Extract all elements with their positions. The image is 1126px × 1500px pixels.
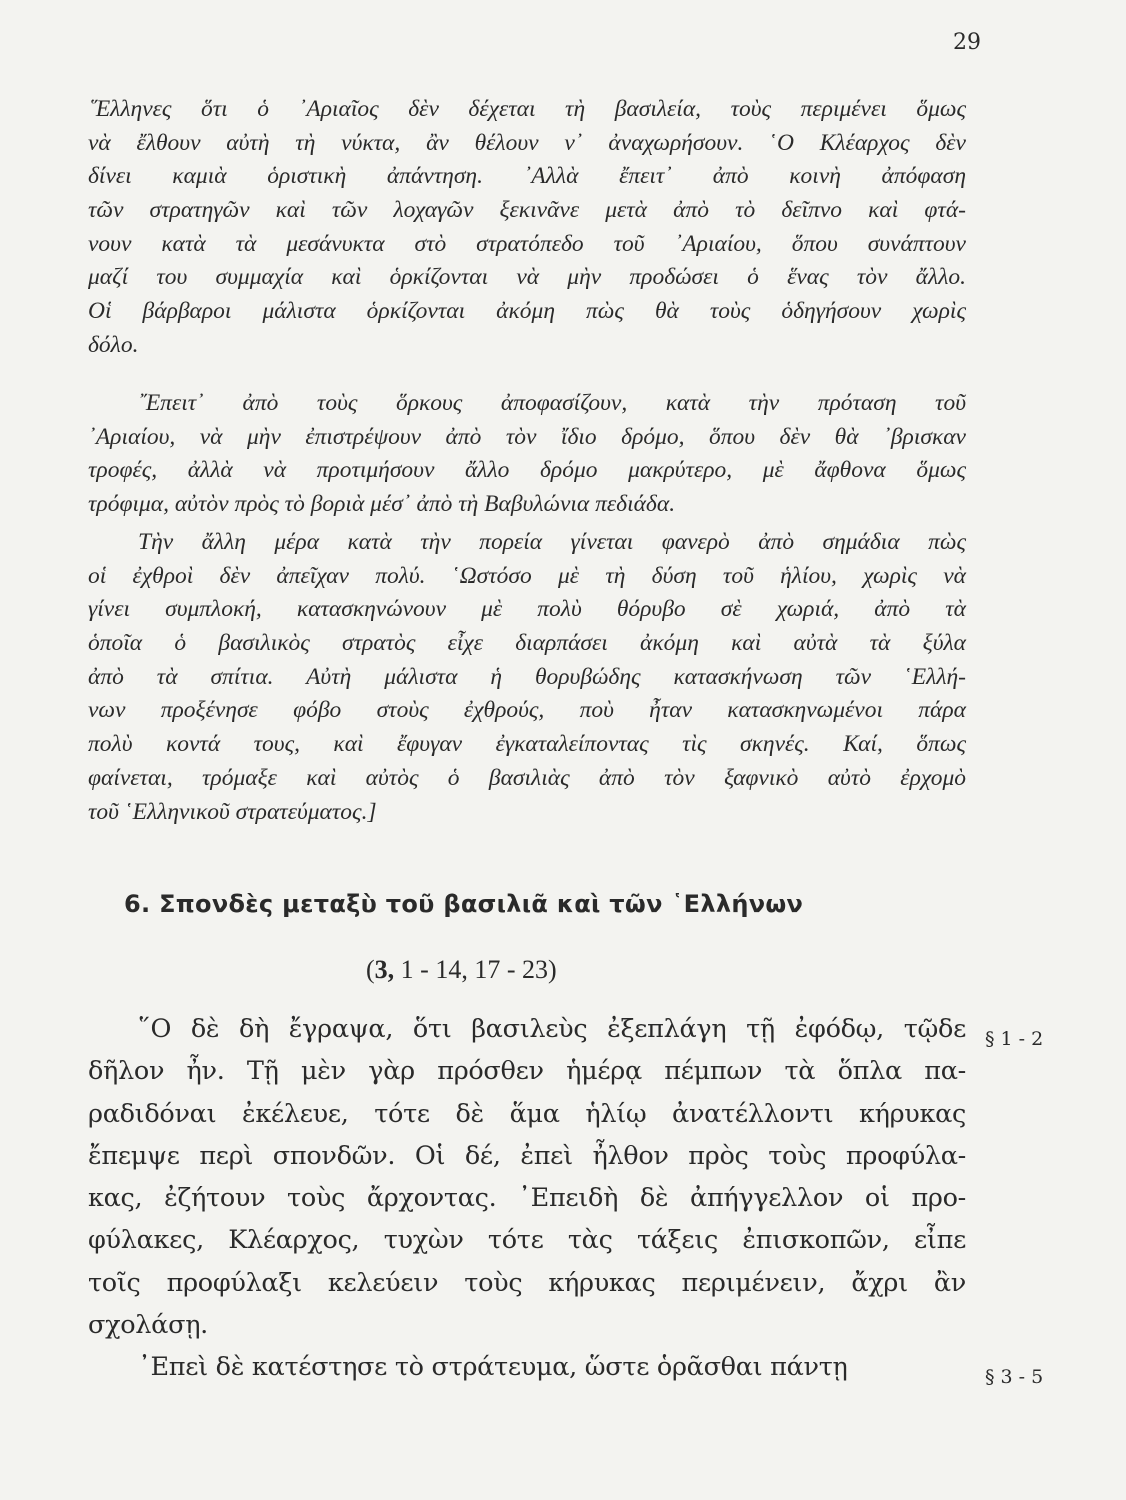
text-line: ῎Επειτ᾿ ἀπὸ τοὺς ὅρκους ἀποφασίζουν, κατὰ τὴν πρόταση τοῦ	[138, 390, 966, 416]
margin-note: § 3 - 5	[985, 1366, 1044, 1388]
citation-close: )	[548, 955, 557, 984]
text-line: τροφές, ἀλλὰ νὰ προτιμήσουν ἄλλο δρόμο μακρύτερο, μὲ ἄφθονα ὅμως	[88, 457, 966, 484]
text-line: γίνει συμπλοκή, κατασκηνώνουν μὲ πολὺ θόρυβο σὲ χωριά, ἀπὸ τὰ	[88, 596, 966, 623]
text-line: νὰ ἔλθουν αὐτὴ τὴ νύκτα, ἂν θέλουν ν᾿ ἀναχωρήσουν. ῾Ο Κλέαρχος δὲν	[88, 129, 966, 156]
text-line: κας, ἐζήτουν τοὺς ἄρχοντας. ᾿Επειδὴ δὲ ἀπήγγελλον οἱ προ-	[88, 1183, 966, 1214]
text-line: ᾿Αριαίου, νὰ μὴν ἐπιστρέψουν ἀπὸ τὸν ἴδιο δρόμο, ὅπου δὲν θὰ ᾿βρισκαν	[88, 423, 966, 450]
text-line: τοῖς προφύλαξι κελεύειν τοὺς κήρυκας περιμένειν, ἄχρι ἂν	[88, 1267, 966, 1298]
text-line: ᾿Επεὶ δὲ κατέστησε τὸ στράτευμα, ὥστε ὁρᾶσθαι πάντῃ	[138, 1352, 848, 1383]
source-citation	[366, 955, 557, 985]
margin-note: § 1 - 2	[985, 1028, 1044, 1050]
text-line: Τὴν ἄλλη μέρα κατὰ τὴν πορεία γίνεται φανερὸ ἀπὸ σημάδια πὼς	[138, 529, 966, 555]
text-line: μαζί του συμμαχία καὶ ὁρκίζονται νὰ μὴν προδώσει ὁ ἕνας τὸν ἄλλο.	[88, 264, 966, 291]
text-line: νουν κατὰ τὰ μεσάνυκτα στὸ στρατόπεδο τοῦ ᾿Αριαίου, ὅπου συνάπτουν	[88, 230, 966, 257]
text-line: τοῦ ῾Ελληνικοῦ στρατεύματος.]	[88, 798, 377, 825]
citation-range: 1 - 14, 17 - 23	[394, 955, 548, 984]
page-number: 29	[953, 30, 981, 55]
text-line: νων προξένησε φόβο στοὺς ἐχθρούς, ποὺ ἦταν κατασκηνωμένοι πάρα	[88, 697, 966, 724]
commentary-paragraph-3	[88, 526, 966, 829]
text-line: σχολάσῃ.	[88, 1310, 208, 1341]
citation-open: (	[366, 955, 375, 984]
text-line: φαίνεται, τρόμαξε καὶ αὐτὸς ὁ βασιλιὰς ἀπὸ τὸν ξαφνικὸ αὐτὸ ἐρχομὸ	[88, 764, 966, 791]
commentary-paragraph-2	[88, 387, 966, 522]
commentary-paragraph-1	[88, 93, 966, 363]
citation-book: 3,	[374, 955, 395, 984]
text-line: πολὺ κοντά τους, καὶ ἔφυγαν ἐγκαταλείποντας τὶς σκηνές. Καί, ὅπως	[88, 731, 966, 758]
text-line: ῞Ο δὲ δὴ ἔγραψα, ὅτι βασιλεὺς ἐξεπλάγη τῇ ἐφόδῳ, τῷδε	[138, 1014, 966, 1044]
text-line: οἱ ἐχθροὶ δὲν ἀπεῖχαν πολύ. ῾Ωστόσο μὲ τὴ δύση τοῦ ἡλίου, χωρὶς νὰ	[88, 562, 966, 589]
section-heading: 6. Σπονδὲς μεταξὺ τοῦ βασιλιᾶ καὶ τῶν ῾Ελλήνων	[124, 890, 804, 918]
text-line: δόλο.	[88, 331, 139, 358]
greek-text	[88, 1008, 966, 1389]
text-line: ἔπεμψε περὶ σπονδῶν. Οἱ δέ, ἐπεὶ ἦλθον πρὸς τοὺς προφύλα-	[88, 1140, 966, 1171]
text-line: δῆλον ἦν. Τῇ μὲν γὰρ πρόσθεν ἡμέρᾳ πέμπων τὰ ὅπλα πα-	[88, 1056, 966, 1087]
text-line: τρόφιμα, αὐτὸν πρὸς τὸ βοριὰ μέσ᾿ ἀπὸ τὴ Βαβυλώνια πεδιάδα.	[88, 491, 676, 518]
text-line: τῶν στρατηγῶν καὶ τῶν λοχαγῶν ξεκινᾶνε μετὰ ἀπὸ τὸ δεῖπνο καὶ φτά-	[88, 197, 966, 224]
text-line: φύλακες, Κλέαρχος, τυχὼν τότε τὰς τάξεις ἐπισκοπῶν, εἶπε	[88, 1225, 966, 1256]
text-line: δίνει καμιὰ ὁριστικὴ ἀπάντηση. ᾿Αλλὰ ἔπειτ᾿ ἀπὸ κοινὴ ἀπόφαση	[88, 163, 966, 190]
text-line: ὁποῖα ὁ βασιλικὸς στρατὸς εἶχε διαρπάσει ἀκόμη καὶ αὐτὰ τὰ ξύλα	[88, 630, 966, 657]
text-line: ραδιδόναι ἐκέλευε, τότε δὲ ἅμα ἡλίῳ ἀνατέλλοντι κήρυκας	[88, 1098, 966, 1129]
text-line: Οἱ βάρβαροι μάλιστα ὁρκίζονται ἀκόμη πὼς θὰ τοὺς ὁδηγήσουν χωρὶς	[88, 298, 966, 325]
text-line: ἀπὸ τὰ σπίτια. Αὐτὴ μάλιστα ἡ θορυβώδης κατασκήνωση τῶν ῾Ελλή-	[88, 663, 966, 690]
text-line: ῞Ελληνες ὅτι ὁ ᾿Αριαῖος δὲν δέχεται τὴ βασιλεία, τοὺς περιμένει ὅμως	[88, 96, 966, 122]
